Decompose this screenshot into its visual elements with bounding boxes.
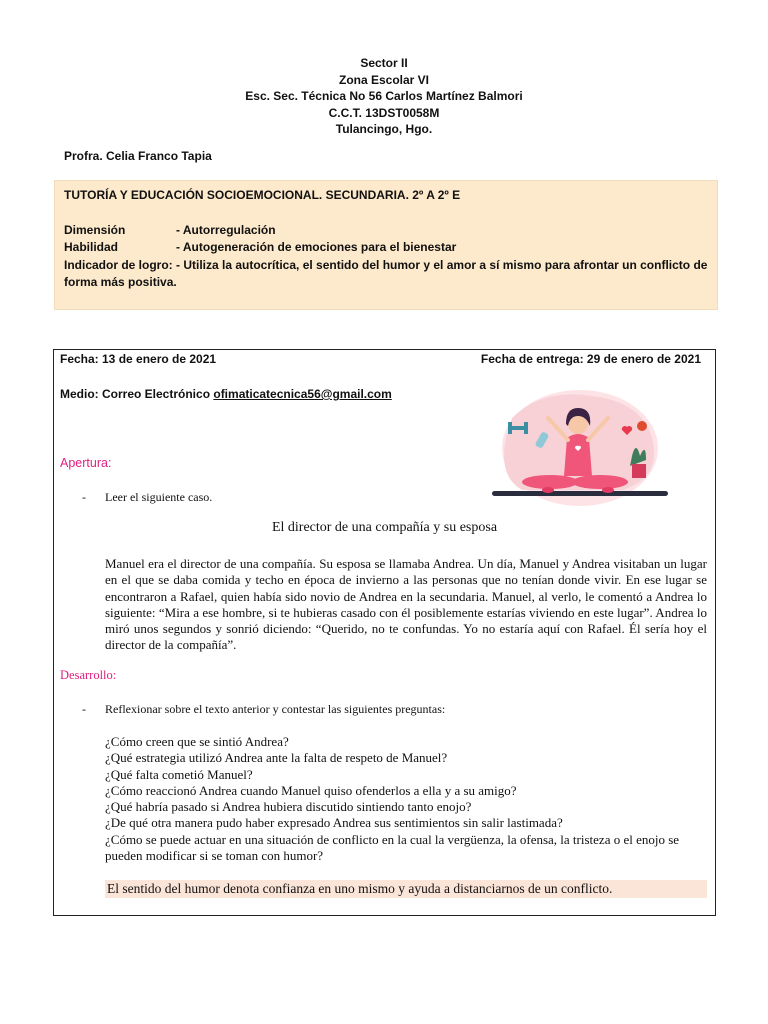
indicador-value: - Utiliza la autocrítica, el sentido del humor y el amor a sí mismo para afrontar un conflicto de forma más positiva. [64,258,708,289]
medio-label: Medio: Correo Electrónico [60,387,214,401]
header-line-city: Tulancingo, Hgo. [335,122,433,136]
header-line-cct: C.C.T. 13DST0058M [328,105,440,120]
humor-quote: El sentido del humor denota confianza en uno mismo y ayuda a distanciarnos de un conflicto. [105,880,707,898]
indicador-label: Indicador de logro: [64,258,173,272]
question-item: ¿Cómo reaccionó Andrea cuando Manuel quiso ofenderlos a ella y a su amigo? [105,782,517,798]
school-header [0,55,768,138]
desarrollo-heading: Desarrollo: [60,668,117,682]
meditation-illustration [482,378,672,508]
question-item: ¿Qué habría pasado si Andrea hubiera discutido sintiendo tanto enojo? [105,799,472,815]
story-title: El director de una compañía y su esposa [271,520,498,535]
email-link[interactable]: ofimaticatecnica56@gmail.com [213,387,392,401]
tutoria-title: TUTORÍA Y EDUCACIÓN SOCIOEMOCIONAL. SECUNDARIA. 2º A 2º E [64,188,461,202]
teacher-name: Profra. Celia Franco Tapia [64,149,212,163]
story-text: Manuel era el director de una compañía. Su esposa se llamaba Andrea. Un día, Manuel y Andrea visitaban un lugar en el que se daba comida y techo en época de invierno a las personas que no tenían donde vivir. En ese lugar se encontraron a Rafael, quien había sido novio de Andrea en la secundaria. Manuel, al verlo, le comentó a Andrea lo siguiente: “Mira a ese hombre, si te hubieras casado con él posiblemente estarías viviendo en este lugar”. Andrea lo miró unos segundos y sonrió diciendo: “Querido, no te confundas. Yo no estaría aquí con Rafael. Él sería hoy el director de la compañía”. [105,556,707,653]
header-line-school: Esc. Sec. Técnica No 56 Carlos Martínez Balmori [245,89,523,103]
question-item: ¿Qué falta cometió Manuel? [105,766,253,782]
desarrollo-bullet: - [82,702,86,716]
apertura-bullet: - [82,490,86,504]
habilidad-row [64,240,456,254]
question-item: ¿De qué otra manera pudo haber expresado Andrea sus sentimientos sin salir lastimada? [105,815,563,831]
header-line-sector: Sector II [360,56,408,70]
habilidad-value: - Autogeneración de emociones para el bienestar [176,240,457,254]
dimension-row [64,223,276,237]
question-item: ¿Cómo se puede actuar en una situación de conflicto en la cual la vergüenza, la ofensa, la tristeza o el enojo se pueden modificar si se toman con humor? [105,831,680,864]
question-item: ¿Cómo creen que se sintió Andrea? [105,734,289,749]
question-item: ¿Qué estrategia utilizó Andrea ante la falta de respeto de Manuel? [105,750,448,766]
dimension-value: - Autorregulación [176,223,276,237]
dimension-label: Dimensión [64,223,126,237]
desarrollo-instruction: Reflexionar sobre el texto anterior y contestar las siguientes preguntas: [105,702,446,716]
medio [60,387,392,401]
indicador-row [64,257,709,291]
fecha: Fecha: 13 de enero de 2021 [60,352,217,366]
tutoria-box [54,180,718,310]
questions-list [105,734,713,864]
header-line-zona: Zona Escolar VI [338,72,430,87]
habilidad-label: Habilidad [64,240,119,254]
fecha-entrega: Fecha de entrega: 29 de enero de 2021 [480,352,701,366]
apertura-heading: Apertura: [60,456,112,470]
activity-box [53,349,716,916]
apertura-instruction: Leer el siguiente caso. [105,490,213,504]
